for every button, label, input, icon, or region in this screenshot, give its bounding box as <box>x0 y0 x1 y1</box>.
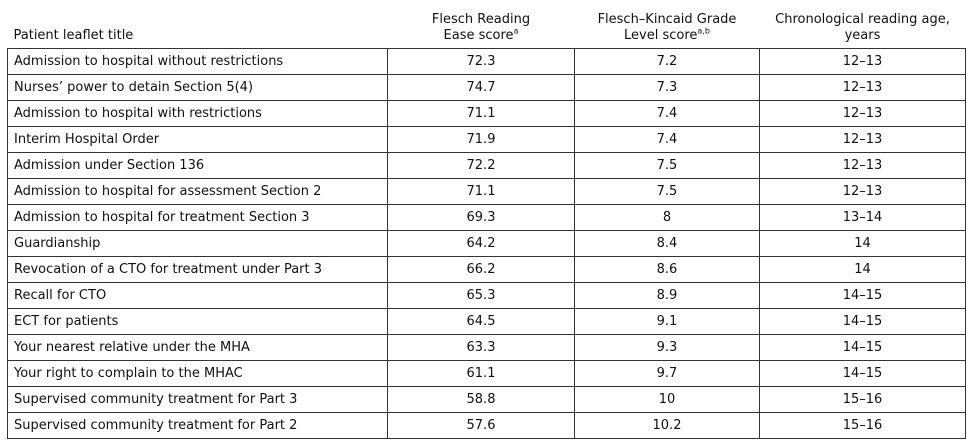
cell-reading-age: 14 <box>760 257 966 283</box>
cell-leaflet-title: Interim Hospital Order <box>8 127 388 153</box>
header-age-line1: Chronological reading age, <box>775 12 950 27</box>
table-row <box>8 387 966 413</box>
header-fre-line2: Ease score <box>443 28 514 43</box>
cell-fk-score: 7.4 <box>575 101 760 127</box>
cell-reading-age: 13–14 <box>760 205 966 231</box>
cell-fk-score: 8.4 <box>575 231 760 257</box>
cell-fre-score: 64.5 <box>388 309 575 335</box>
cell-fk-score: 10 <box>575 387 760 413</box>
cell-fre-score: 69.3 <box>388 205 575 231</box>
table-row <box>8 179 966 205</box>
cell-fre-score: 74.7 <box>388 75 575 101</box>
cell-leaflet-title: Admission to hospital for assessment Section 2 <box>8 179 388 205</box>
cell-leaflet-title: Admission under Section 136 <box>8 153 388 179</box>
cell-fk-score: 7.5 <box>575 179 760 205</box>
cell-fk-score: 8.9 <box>575 283 760 309</box>
cell-reading-age: 12–13 <box>760 179 966 205</box>
cell-reading-age: 12–13 <box>760 101 966 127</box>
readability-table-container <box>7 0 965 439</box>
cell-fk-score: 7.5 <box>575 153 760 179</box>
table-row <box>8 205 966 231</box>
cell-fk-score: 8 <box>575 205 760 231</box>
table-header <box>8 0 966 49</box>
header-leaflet-title-text: Patient leaflet title <box>13 28 134 43</box>
cell-reading-age: 14–15 <box>760 309 966 335</box>
cell-reading-age: 14–15 <box>760 283 966 309</box>
table-row <box>8 361 966 387</box>
cell-leaflet-title: Admission to hospital without restrictions <box>8 49 388 75</box>
footnote-marker-a: a <box>513 26 519 36</box>
table-row <box>8 127 966 153</box>
table-row <box>8 335 966 361</box>
cell-fk-score: 9.1 <box>575 309 760 335</box>
cell-reading-age: 12–13 <box>760 49 966 75</box>
header-fre-line1: Flesch Reading <box>431 12 531 27</box>
cell-fre-score: 72.3 <box>388 49 575 75</box>
footnote-marker-ab: a,b <box>697 26 710 36</box>
cell-leaflet-title: Recall for CTO <box>8 283 388 309</box>
cell-reading-age: 15–16 <box>760 413 966 439</box>
table-row <box>8 309 966 335</box>
cell-fre-score: 57.6 <box>388 413 575 439</box>
cell-leaflet-title: ECT for patients <box>8 309 388 335</box>
cell-fk-score: 7.2 <box>575 49 760 75</box>
cell-fre-score: 71.1 <box>388 179 575 205</box>
cell-reading-age: 12–13 <box>760 127 966 153</box>
cell-leaflet-title: Your nearest relative under the MHA <box>8 335 388 361</box>
table-row <box>8 101 966 127</box>
header-fk-line2: Level score <box>624 28 698 43</box>
cell-fk-score: 7.4 <box>575 127 760 153</box>
cell-reading-age: 15–16 <box>760 387 966 413</box>
header-flesch-reading-ease <box>388 0 575 49</box>
cell-leaflet-title: Supervised community treatment for Part 3 <box>8 387 388 413</box>
cell-reading-age: 14–15 <box>760 361 966 387</box>
cell-fre-score: 58.8 <box>388 387 575 413</box>
cell-leaflet-title: Your right to complain to the MHAC <box>8 361 388 387</box>
cell-leaflet-title: Nurses’ power to detain Section 5(4) <box>8 75 388 101</box>
cell-fre-score: 72.2 <box>388 153 575 179</box>
header-age-line2: years <box>844 28 881 43</box>
cell-fre-score: 63.3 <box>388 335 575 361</box>
cell-reading-age: 14–15 <box>760 335 966 361</box>
cell-fre-score: 66.2 <box>388 257 575 283</box>
cell-leaflet-title: Admission to hospital with restrictions <box>8 101 388 127</box>
cell-leaflet-title: Revocation of a CTO for treatment under Part 3 <box>8 257 388 283</box>
table-row <box>8 75 966 101</box>
cell-fre-score: 65.3 <box>388 283 575 309</box>
cell-reading-age: 12–13 <box>760 75 966 101</box>
table-row <box>8 413 966 439</box>
cell-leaflet-title: Supervised community treatment for Part 2 <box>8 413 388 439</box>
cell-fre-score: 64.2 <box>388 231 575 257</box>
table-row <box>8 257 966 283</box>
header-flesch-kincaid-grade <box>575 0 760 49</box>
readability-table <box>7 0 966 439</box>
table-row <box>8 153 966 179</box>
table-row <box>8 231 966 257</box>
cell-leaflet-title: Guardianship <box>8 231 388 257</box>
cell-reading-age: 12–13 <box>760 153 966 179</box>
table-body <box>8 49 966 439</box>
cell-fre-score: 71.9 <box>388 127 575 153</box>
cell-fk-score: 9.3 <box>575 335 760 361</box>
cell-fre-score: 71.1 <box>388 101 575 127</box>
header-reading-age <box>760 0 966 49</box>
cell-fk-score: 7.3 <box>575 75 760 101</box>
cell-fre-score: 61.1 <box>388 361 575 387</box>
cell-fk-score: 8.6 <box>575 257 760 283</box>
header-row <box>8 0 966 49</box>
cell-fk-score: 9.7 <box>575 361 760 387</box>
cell-reading-age: 14 <box>760 231 966 257</box>
table-row <box>8 49 966 75</box>
cell-leaflet-title: Admission to hospital for treatment Section 3 <box>8 205 388 231</box>
table-row <box>8 283 966 309</box>
header-leaflet-title <box>8 0 388 49</box>
cell-fk-score: 10.2 <box>575 413 760 439</box>
header-fk-line1: Flesch–Kincaid Grade <box>597 12 737 27</box>
